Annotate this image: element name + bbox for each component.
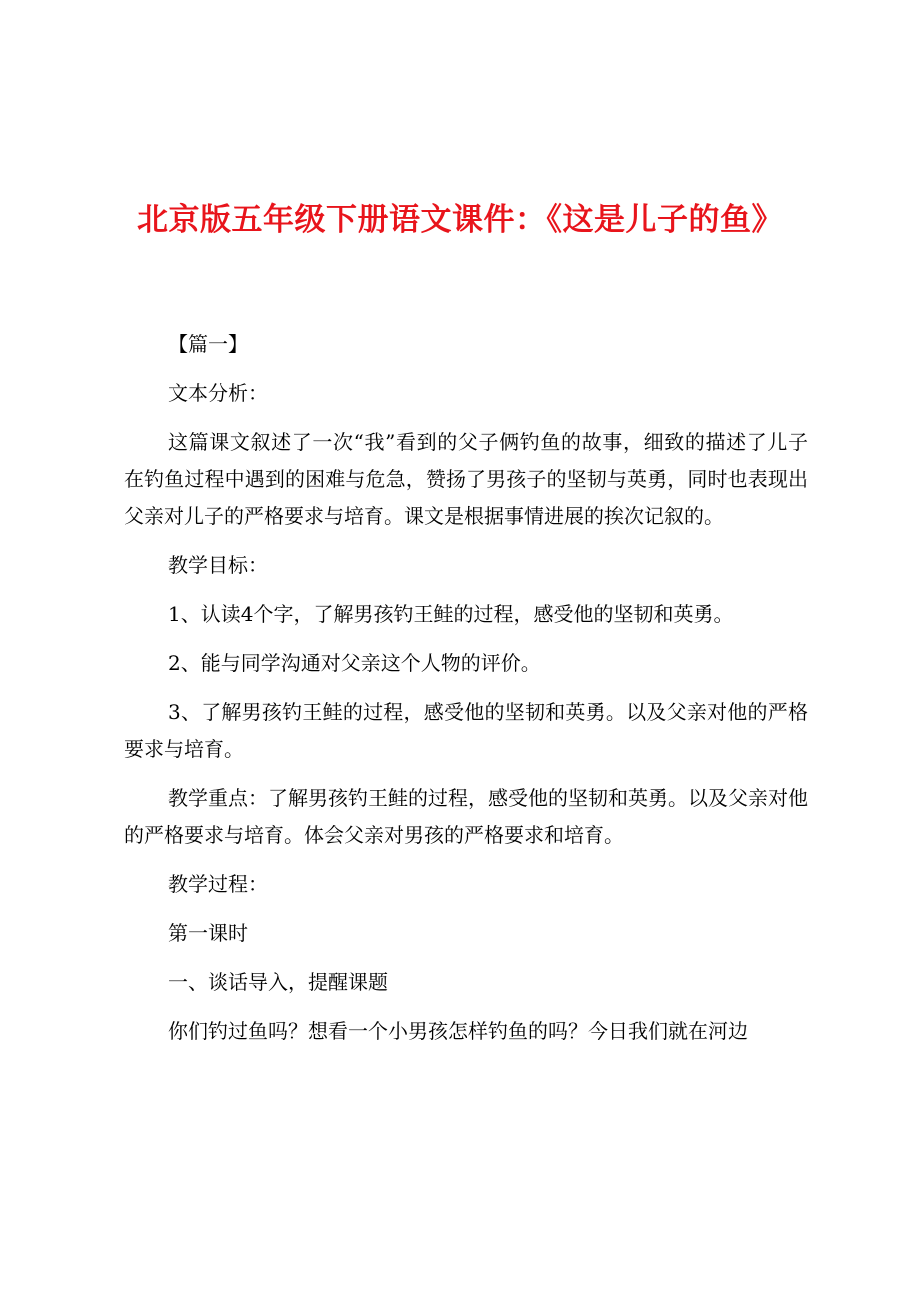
paragraph-intro-text: 你们钓过鱼吗？想看一个小男孩怎样钓鱼的吗？今日我们就在河边 bbox=[168, 1019, 748, 1043]
paragraph-key-points: 教学重点：了解男孩钓王鲑的过程，感受他的坚韧和英勇。以及父亲对他的严格要求与培育。体会父亲对男孩的严格要求和培育。 bbox=[124, 786, 808, 847]
section-heading: 【篇一】 bbox=[168, 332, 248, 356]
paragraph-first-lesson: 第一课时 bbox=[168, 921, 248, 945]
paragraph-goals-heading: 教学目标： bbox=[168, 553, 268, 577]
paragraph-goal-2: 2、能与同学沟通对父亲这个人物的评价。 bbox=[168, 651, 541, 675]
document-body bbox=[124, 326, 808, 1050]
paragraph-text-analysis: 这篇课文叙述了一次“我”看到的父子俩钓鱼的故事，细致的描述了儿子在钓鱼过程中遇到的困难与危急，赞扬了男孩子的坚韧与英勇，同时也表现出父亲对儿子的严格要求与培育。课文是根据事情进展的挨次记叙的。 bbox=[124, 430, 808, 528]
paragraph-step-1: 一、谈话导入，提醒课题 bbox=[168, 970, 388, 994]
document-title: 北京版五年级下册语文课件：《这是儿子的鱼》 bbox=[137, 202, 783, 238]
paragraph-goal-3: 3、了解男孩钓王鲑的过程，感受他的坚韧和英勇。以及父亲对他的严格要求与培育。 bbox=[124, 700, 808, 761]
paragraph-process-heading: 教学过程： bbox=[168, 872, 268, 896]
paragraph-text-analysis-heading: 文本分析： bbox=[168, 381, 268, 405]
paragraph-goal-1: 1、认读4个字，了解男孩钓王鲑的过程，感受他的坚韧和英勇。 bbox=[168, 602, 734, 626]
